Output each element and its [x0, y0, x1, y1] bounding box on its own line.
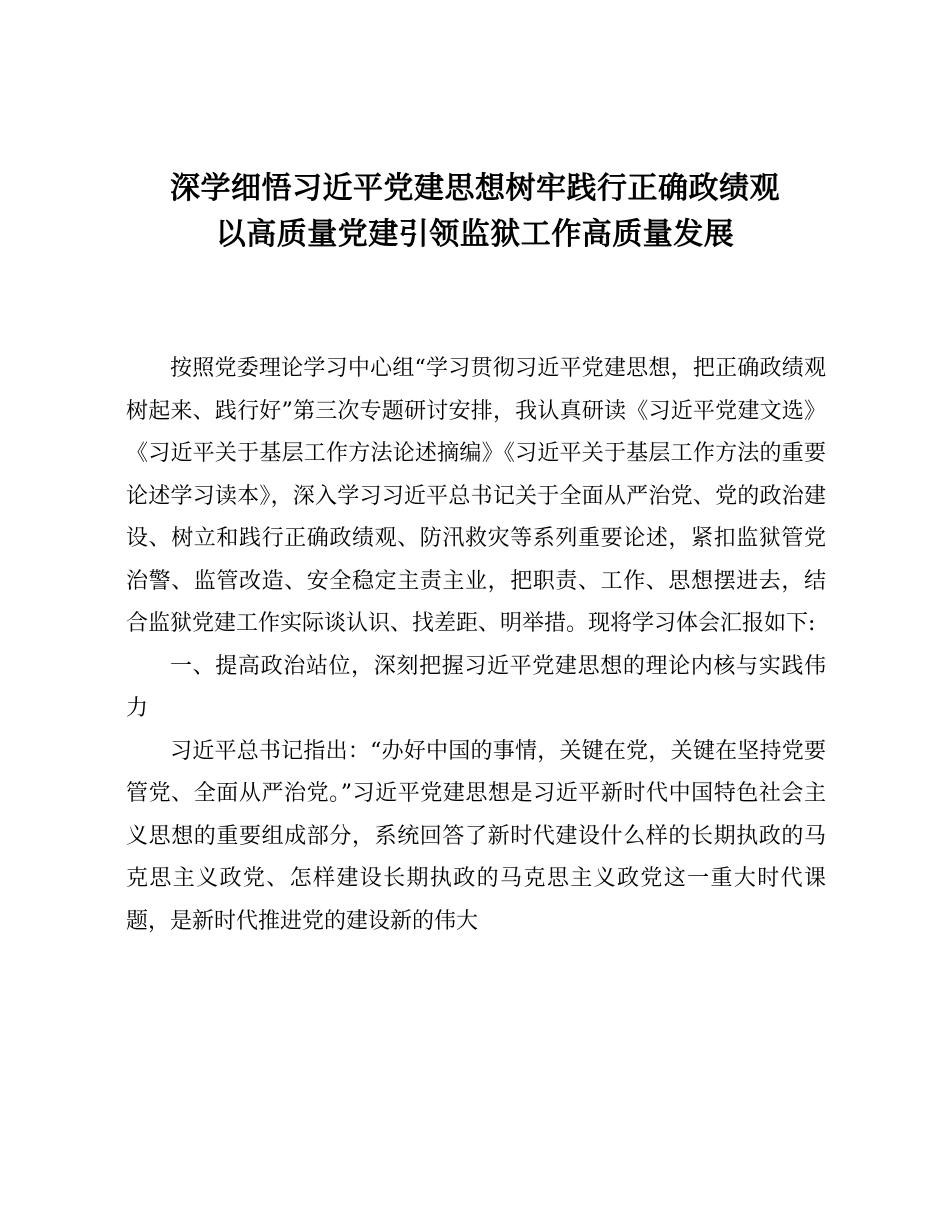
document-body: [126, 348, 826, 943]
section-heading-1: 一、提高政治站位，深刻把握习近平党建思想的理论内核与实践伟力: [126, 653, 826, 721]
intro-paragraph: 按照党委理论学习中心组“学习贯彻习近平党建思想，把正确政绩观树起来、践行好”第三次专题研讨安排，我认真研读《习近平党建文选》《习近平关于基层工作方法论述摘编》《习近平关于基层工作方法的重要论述学习读本》，深入学习习近平总书记关于全面从严治党、党的政治建设、树立和践行正确政绩观、防汛救灾等系列重要论述，紧扣监狱管党治警、监管改造、安全稳定主责主业，把职责、工作、思想摆进去，结合监狱党建工作实际谈认识、找差距、明举措。现将学习体会汇报如下:: [126, 356, 826, 636]
title-line-1: 深学细悟习近平党建思想树牢践行正确政绩观: [170, 171, 780, 206]
title-line-2: 以高质量党建引领监狱工作高质量发展: [215, 217, 735, 252]
body-paragraph: 习近平总书记指出：“办好中国的事情，关键在党，关键在坚持党要管党、全面从严治党。”习近平党建思想是习近平新时代中国特色社会主义思想的重要组成部分，系统回答了新时代建设什么样的长期执政的马克思主义政党、怎样建设长期执政的马克思主义政党这一重大时代课题，是新时代推进党的建设新的伟大: [126, 738, 826, 934]
document-title: [100, 166, 850, 258]
